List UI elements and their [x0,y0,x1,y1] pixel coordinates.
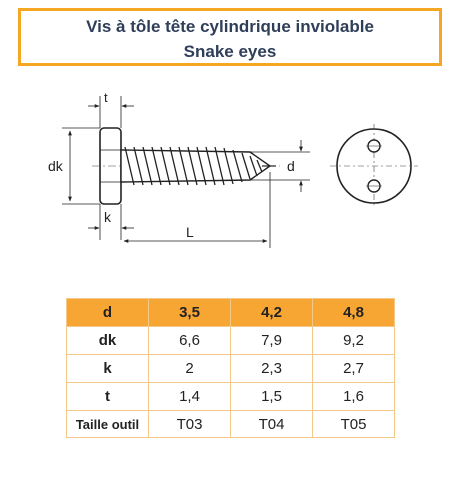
header-cell: d [67,299,149,327]
table-cell: T03 [149,411,231,438]
table-cell: 1,6 [313,383,395,411]
row-label: dk [67,327,149,355]
table-cell: 1,4 [149,383,231,411]
table-cell: 2,7 [313,355,395,383]
table-row [67,355,395,383]
table-row [67,411,395,438]
header-cell: 3,5 [149,299,231,327]
table-cell: 2 [149,355,231,383]
table-cell: 7,9 [231,327,313,355]
table-row [67,327,395,355]
dim-label-L: L [186,224,194,240]
table-header-row [67,299,395,327]
dim-label-d: d [287,158,295,174]
title-box [18,8,442,66]
table-cell: 6,6 [149,327,231,355]
title-line-1: Vis à tôle tête cylindrique inviolable [86,17,374,36]
screw-technical-drawing [0,80,464,255]
dim-label-k: k [104,209,111,225]
screw-head-end-view [330,124,418,208]
header-cell: 4,2 [231,299,313,327]
dimensions-table [66,298,395,438]
table-row [67,383,395,411]
table-cell: 1,5 [231,383,313,411]
header-cell: 4,8 [313,299,395,327]
row-label: t [67,383,149,411]
table-cell: 9,2 [313,327,395,355]
dim-label-dk: dk [48,158,63,174]
dim-label-t: t [104,90,108,105]
title-line-2: Snake eyes [183,42,277,61]
row-label: k [67,355,149,383]
table-cell: T04 [231,411,313,438]
row-label: Taille outil [67,411,149,438]
table-cell: T05 [313,411,395,438]
table-cell: 2,3 [231,355,313,383]
